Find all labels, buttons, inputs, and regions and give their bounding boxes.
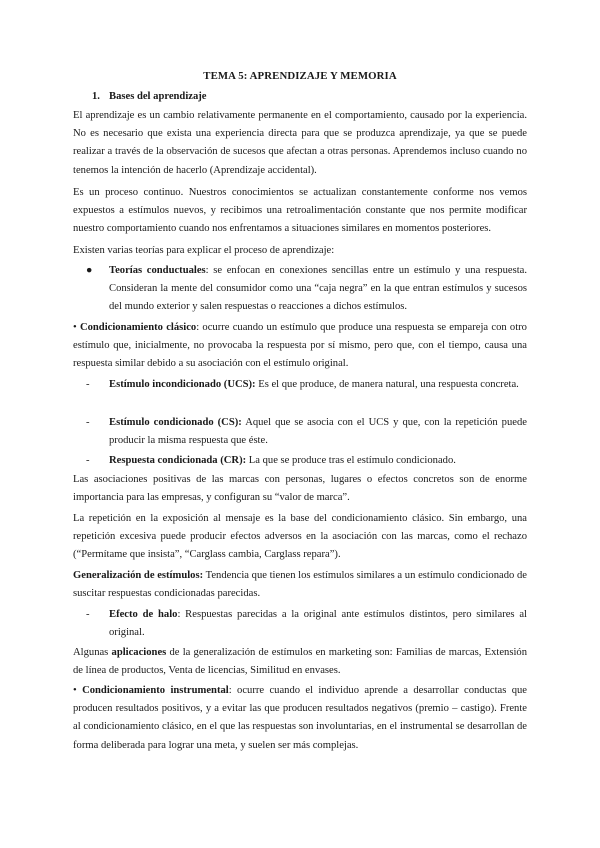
dash-text: La que se produce tras el estímulo condicionado.: [246, 455, 456, 466]
dash-item-ucs: [86, 376, 527, 394]
term-instrumental-conditioning: Condicionamiento instrumental: [82, 685, 229, 696]
dash-term: Efecto de halo: [109, 609, 178, 620]
dash-text: Es el que produce, de manera natural, una respuesta concreta.: [255, 379, 519, 390]
dash-marker: -: [86, 609, 90, 620]
dash-marker: -: [86, 417, 90, 428]
paragraph-brand-associations: Las asociaciones positivas de las marcas con personas, lugares o efectos concretos son de enorme importancia para las empresas, y configuran su “valor de marca”.: [73, 474, 527, 504]
paragraph-text: : ocurre cuando el individuo aprende a desarrollar conductas que producen resultados positivos, y a evitar las que producen resultados negativos (premio – castigo). Frente al condicionamiento clásico, en el que las respuestas son involuntarias, en el instrumental se desarrollan de forma deliberada para lograr una meta, y suelen ser más complejas.: [73, 685, 528, 751]
dash-term: Estímulo incondicionado (UCS):: [109, 379, 256, 390]
paragraph-classical-conditioning: [73, 319, 527, 374]
dash-item-halo-effect: [86, 606, 527, 642]
dash-item-cs: [86, 414, 527, 450]
dash-term: Respuesta condicionada (CR):: [109, 455, 247, 466]
dash-marker: -: [86, 455, 90, 466]
section-number: 1.: [92, 91, 100, 102]
page-title: TEMA 5: APRENDIZAJE Y MEMORIA: [203, 70, 397, 82]
paragraph-text: de la generalización de estímulos en marketing son: Familias de marcas, Extensión de línea de productos, Venta de licencias, Similitud en envases.: [73, 647, 527, 677]
paragraph-theories-intro: Existen varias teorías para explicar el proceso de aprendizaje:: [73, 245, 335, 256]
bullet-marker: •: [73, 685, 77, 696]
paragraph-learning-definition: El aprendizaje es un cambio relativamente permanente en el comportamiento, causado por la experiencia. No es necesario que exista una experiencia directa para que se produzca aprendizaje, ya que se puede realizar a través de la observación de sucesos que afectan a otras personas. Aprendemos incluso cuando no tenemos la intención de hacerlo (Aprendizaje accidental).: [73, 110, 527, 176]
term-generalization: Generalización de estímulos:: [73, 570, 204, 581]
paragraph-continuous-process: Es un proceso continuo. Nuestros conocimientos se actualizan constantemente conforme nos vemos expuestos a estímulos nuevos, y recibimos una retroalimentación constante que nos permite modificar nuestro comportamiento cuando nos enfrentamos a situaciones similares en momentos posteriores.: [73, 187, 527, 235]
bullet-behavioral-theories: [86, 262, 527, 317]
term-classical-conditioning: Condicionamiento clásico: [79, 322, 197, 333]
bullet-marker: •: [73, 322, 77, 333]
term-applications: aplicaciones: [111, 647, 167, 658]
paragraph-text: Tendencia que tienen los estímulos similares a un estímulo condicionado de suscitar respuestas condicionadas parecidas.: [73, 570, 527, 600]
dash-text: Aquel que se asocia con el UCS y que, con la repetición puede producir la misma respuesta que éste.: [109, 417, 527, 447]
dash-marker: -: [86, 379, 90, 390]
paragraph-text: : ocurre cuando un estímulo que produce una respuesta se empareja con otro estímulo que, inicialmente, no provocaba la respuesta por sí mismo, pero que, con el tiempo, causa una respuesta similar debido a su asociación con el estímulo original.: [73, 322, 527, 370]
section-heading-text: Bases del aprendizaje: [109, 91, 207, 102]
dash-term: Estímulo condicionado (CS):: [109, 417, 242, 428]
dash-text: : Respuestas parecidas a la original ante estímulos distintos, pero similares al original.: [109, 609, 527, 639]
paragraph-stimulus-generalization: [73, 567, 527, 603]
bullet-term: Teorías conductuales: [109, 265, 206, 276]
bullet-marker: ●: [86, 265, 93, 276]
paragraph-lead: Algunas: [73, 647, 112, 658]
paragraph-marketing-applications: [73, 644, 527, 680]
section-heading: [92, 88, 207, 106]
paragraph-instrumental-conditioning: [73, 682, 527, 755]
bullet-text: : se enfocan en conexiones sencillas entre un estímulo y una respuesta. Consideran la mente del consumidor como una “caja negra” en la que entran estímulos y sucesos del mundo exterior y salen respuestas o reacciones a dichos estímulos.: [109, 265, 527, 313]
dash-item-cr: [86, 452, 527, 470]
paragraph-repetition: La repetición en la exposición al mensaje es la base del condicionamiento clásico. Sin embargo, una repetición excesiva puede producir efectos adversos en la asociación con las marcas, como el rechazo (“Permítame que insista”, “Carglass cambia, Carglass repara”).: [73, 513, 527, 561]
